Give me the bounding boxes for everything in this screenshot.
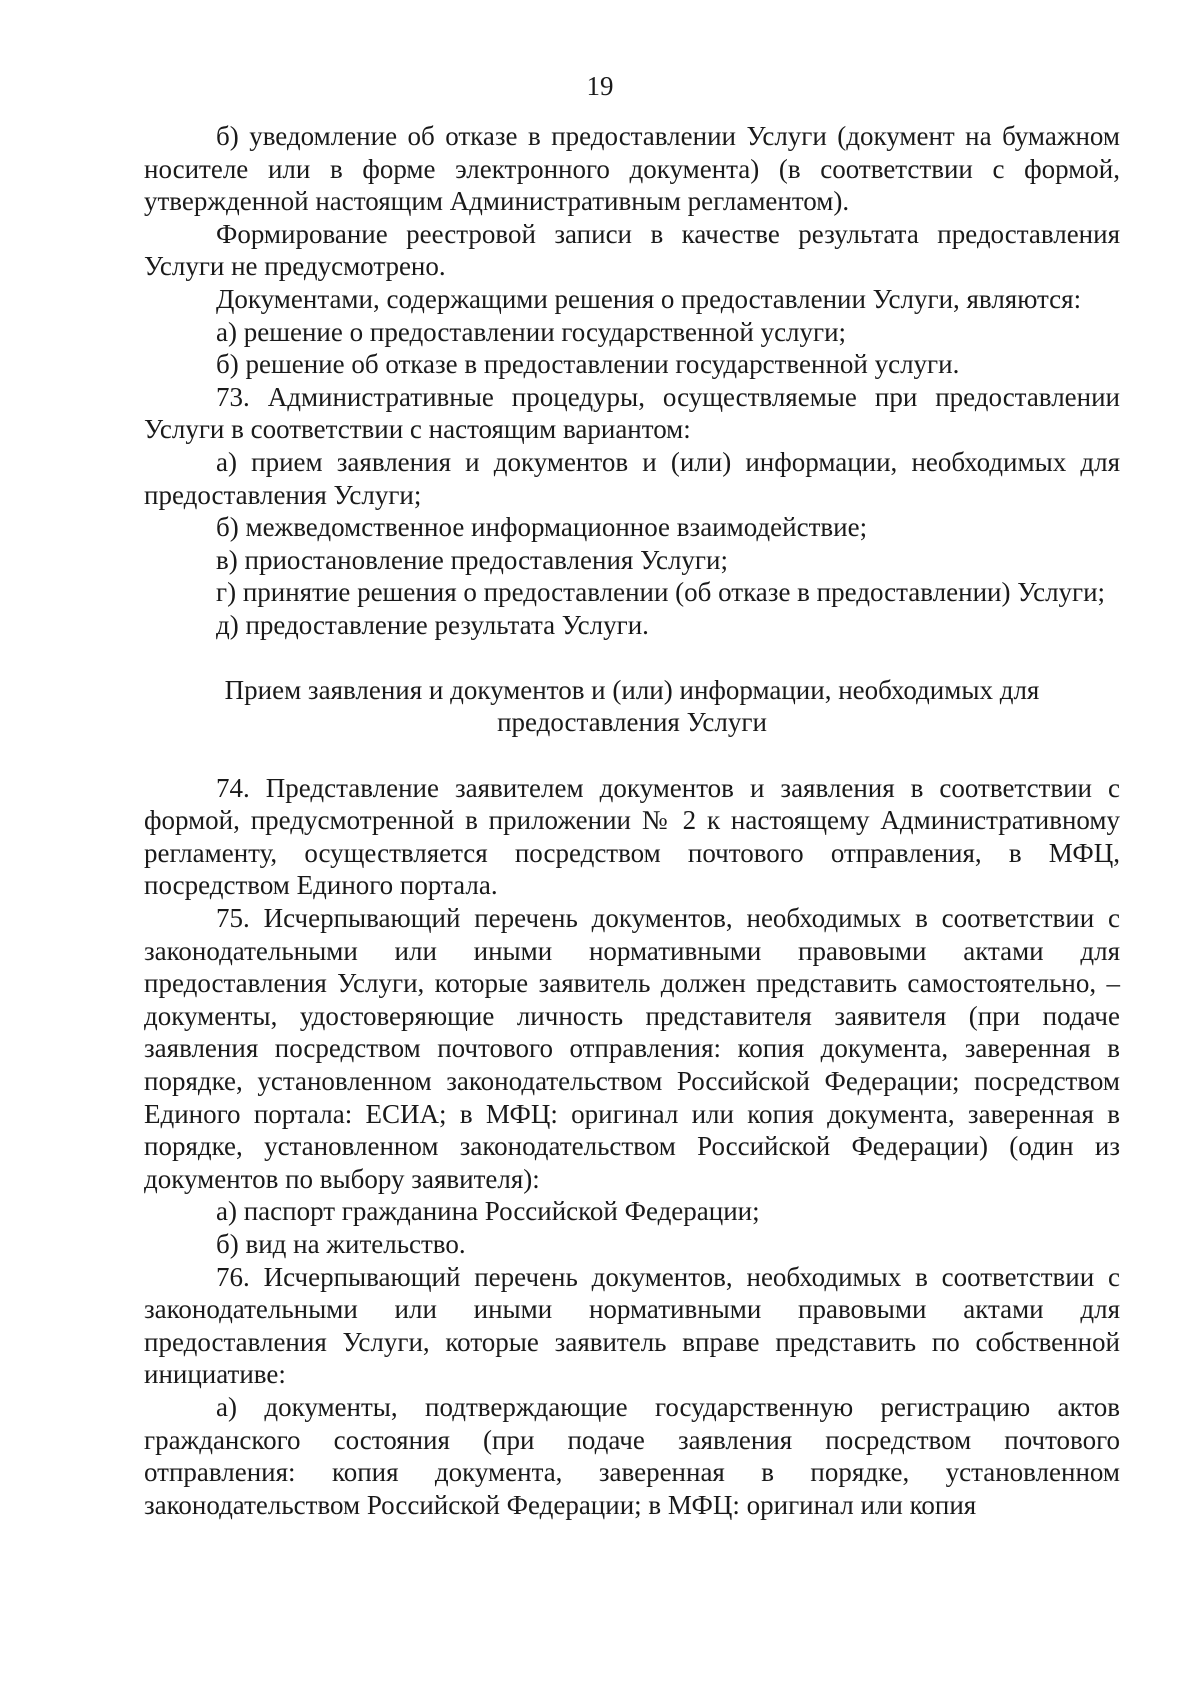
paragraph-decision-documents: Документами, содержащими решения о предоставлении Услуги, являются: bbox=[216, 283, 1082, 314]
section-heading: Прием заявления и документов и (или) информации, необходимых для предоставления Услуги bbox=[224, 674, 1040, 738]
page-number: 19 bbox=[586, 71, 614, 101]
paragraph-76: 76. Исчерпывающий перечень документов, необходимых в соответствии с законодательными или иными нормативными правовыми актами для предоставления Услуги, которые заявитель вправе представить по собственной инициативе: bbox=[144, 1261, 1120, 1390]
list-item-procedure-c: в) приостановление предоставления Услуги; bbox=[216, 544, 728, 575]
paragraph-73-procedures: 73. Административные процедуры, осуществляемые при предоставлении Услуги в соответствии с настоящим вариантом: bbox=[144, 381, 1120, 445]
list-item-decision-refusal: б) решение об отказе в предоставлении государственной услуги. bbox=[216, 349, 960, 380]
list-item-civil-status-documents: а) документы, подтверждающие государственную регистрацию актов гражданского состояния (при подаче заявления посредством почтового отправления: копия документа, заверенная в порядке, установленном законодательством Российской Федерации; в МФЦ: оригинал или копия bbox=[144, 1391, 1120, 1520]
list-item-passport: а) паспорт гражданина Российской Федерации; bbox=[216, 1196, 760, 1227]
list-item-residence-permit: б) вид на жительство. bbox=[216, 1229, 466, 1259]
list-item-procedure-d: г) принятие решения о предоставлении (об отказе в предоставлении) Услуги; bbox=[216, 577, 1106, 608]
paragraph-notice-of-refusal: б) уведомление об отказе в предоставлении Услуги (документ на бумажном носителе или в форме электронного документа) (в соответствии с формой, утвержденной настоящим Административным регламентом). bbox=[144, 121, 1120, 217]
list-item-decision-grant: а) решение о предоставлении государственной услуги; bbox=[216, 316, 847, 347]
list-item-procedure-a: а) прием заявления и документов и (или) информации, необходимых для предоставления Услуги; bbox=[144, 446, 1120, 510]
list-item-procedure-e: д) предоставление результата Услуги. bbox=[216, 609, 649, 640]
paragraph-74: 74. Представление заявителем документов и заявления в соответствии с формой, предусмотренной в приложении № 2 к настоящему Административному регламенту, осуществляется посредством почтового отправления, в МФЦ, посредством Единого портала. bbox=[144, 772, 1120, 901]
paragraph-75: 75. Исчерпывающий перечень документов, необходимых в соответствии с законодательными или иными нормативными правовыми актами для предоставления Услуги, которые заявитель должен представить самостоятельно, – документы, удостоверяющие личность представителя заявителя (при подаче заявления посредством почтового отправления: копия документа, заверенная в порядке, установленном законодательством Российской Федерации; посредством Единого портала: ЕСИА; в МФЦ: оригинал или копия документа, заверенная в порядке, установленном законодательством Российской Федерации) (один из документов по выбору заявителя): bbox=[144, 903, 1120, 1194]
paragraph-registry-record: Формирование реестровой записи в качестве результата предоставления Услуги не предусмотрено. bbox=[144, 218, 1120, 282]
list-item-procedure-b: б) межведомственное информационное взаимодействие; bbox=[216, 512, 868, 543]
document-body bbox=[144, 120, 1120, 1521]
